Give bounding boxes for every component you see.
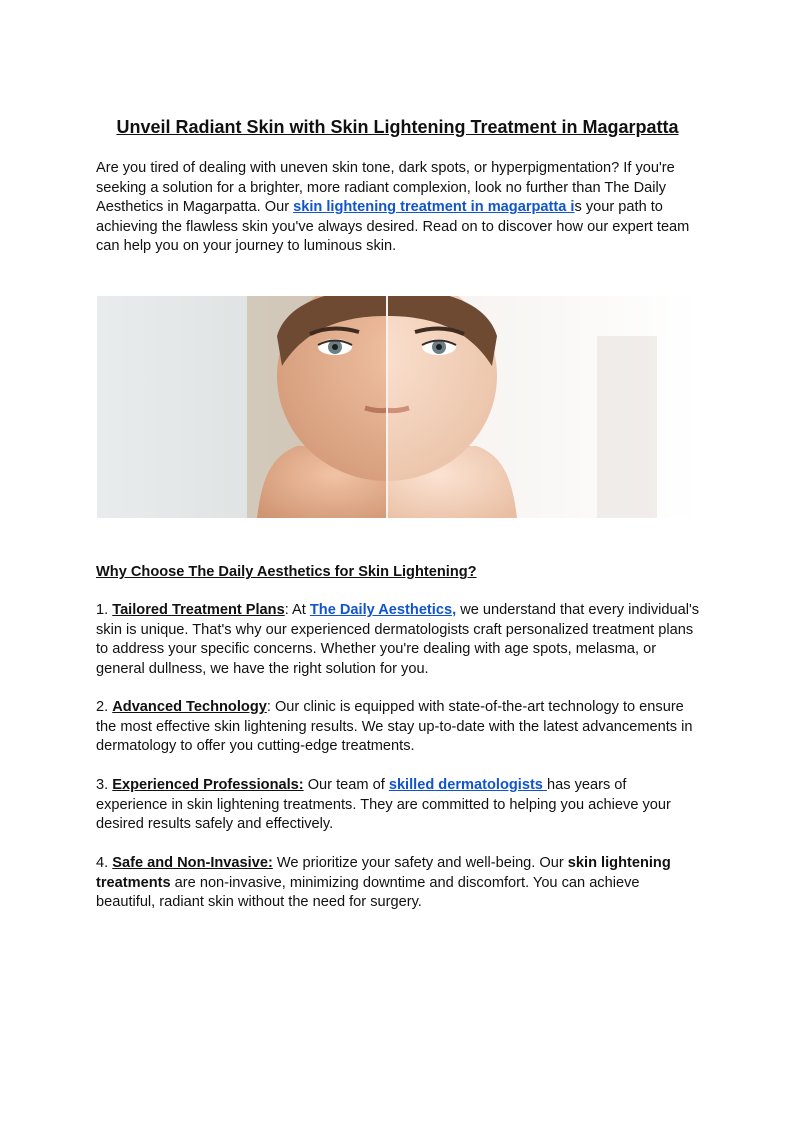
intro-text-start: Are you tired of dealing with uneven skin tone, dark spots, or hyperpigmentation? If you're seeking a solution for a brighter, more radiant complexion, look no further than The Daily Aesthetics in Magarpatta. Our <box>96 160 675 216</box>
item-bold-text: skin lightening treatments <box>96 855 671 891</box>
item-label: Safe and Non-Invasive: <box>112 855 273 871</box>
item-text: has years of experience in skin lightening treatments. They are committed to helping you achieve your desired results safely and effectively. <box>96 777 671 833</box>
item-number: 2. <box>96 699 113 715</box>
item-label: Experienced Professionals: <box>112 777 304 793</box>
item-number: 1. <box>96 602 113 618</box>
page-title: Unveil Radiant Skin with Skin Lightening Treatment in Magarpatta <box>116 117 679 137</box>
skin-lightening-link[interactable]: skin lightening treatment in magarpatta i <box>293 199 575 216</box>
skilled-dermatologists-link[interactable]: skilled dermatologists <box>388 777 547 793</box>
item-text: are non-invasive, minimizing downtime and discomfort. You can achieve beautiful, radiant skin without the need for surgery. <box>96 874 640 911</box>
item-label: Advanced Technology <box>112 699 267 715</box>
list-item <box>96 698 701 757</box>
list-item <box>96 776 701 835</box>
face-comparison-image <box>97 296 700 518</box>
section-heading: Why Choose The Daily Aesthetics for Skin Lightening? <box>96 564 477 580</box>
intro-paragraph <box>96 159 701 257</box>
list-item <box>96 601 701 679</box>
daily-aesthetics-link[interactable]: The Daily Aesthetics, <box>309 602 457 618</box>
list-item <box>96 854 701 913</box>
item-text: we understand that every individual's skin is unique. That's why our experienced dermatologists craft personalized treatment plans to address your specific concerns. Whether you're dealing with age spots, melasma, or general dullness, we have the right solution for you. <box>96 602 700 677</box>
item-number: 4. <box>96 855 113 871</box>
item-label: Tailored Treatment Plans <box>112 602 285 618</box>
item-text: : Our clinic is equipped with state-of-the-art technology to ensure the most effective skin lightening results. We stay up-to-date with the latest advancements in dermatology to offer you cutting-edge treatments. <box>96 699 693 755</box>
item-number: 3. <box>96 777 113 793</box>
item-separator: : At <box>284 602 310 618</box>
item-separator: We prioritize your safety and well-being. Our <box>272 855 568 871</box>
item-separator: Our team of <box>303 777 389 793</box>
intro-text-end: s your path to achieving the flawless skin you've always desired. Read on to discover how our expert team can help you on your journey to luminous skin. <box>96 199 690 255</box>
